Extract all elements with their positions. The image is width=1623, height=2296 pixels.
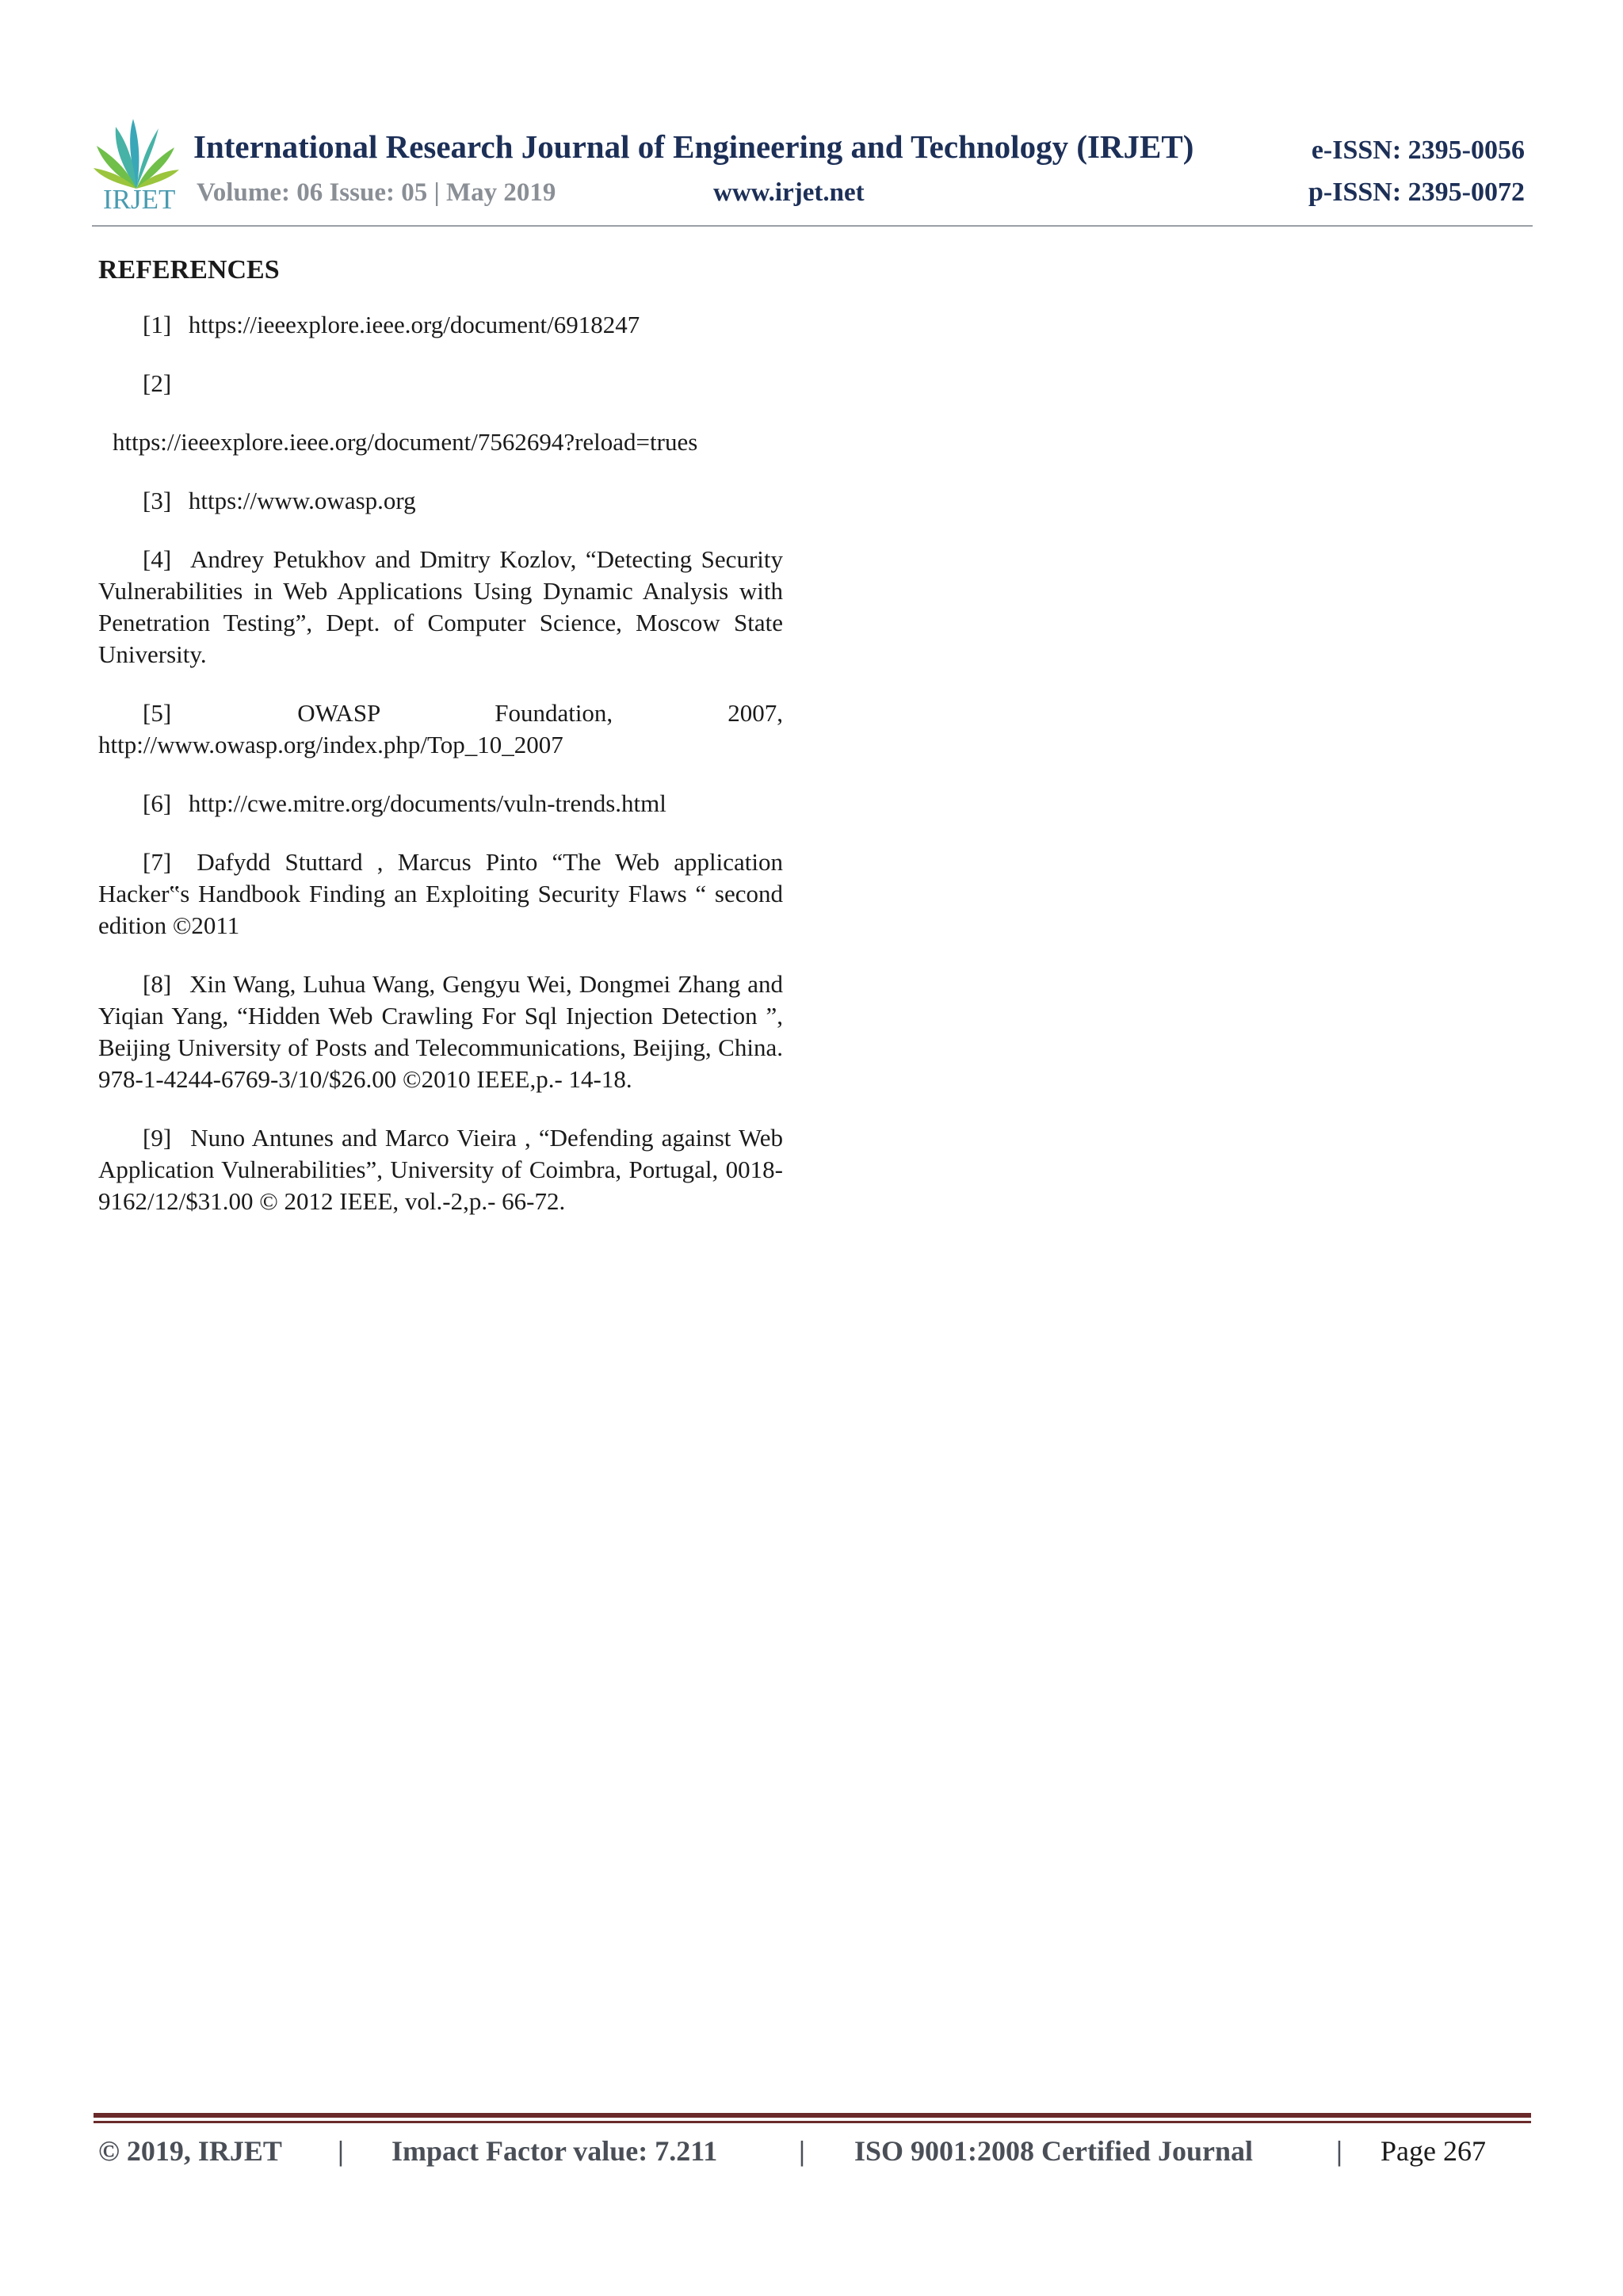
header-divider xyxy=(92,225,1533,227)
footer-divider-thin xyxy=(94,2121,1531,2123)
footer-separator: | xyxy=(799,2135,805,2167)
page-footer xyxy=(98,2129,1531,2173)
reference-number: [2] xyxy=(143,369,172,397)
reference-text: Andrey Petukhov and Dmitry Kozlov, “Detecting Security Vulnerabilities in Web Applications Using Dynamic Analysis with Penetration Testing”, Dept. of Computer Science, Moscow State University. xyxy=(98,545,783,668)
page-number: Page 267 xyxy=(1381,2135,1486,2167)
reference-item xyxy=(98,426,783,458)
reference-item xyxy=(98,846,783,942)
reference-item xyxy=(98,485,783,517)
reference-item xyxy=(98,309,783,341)
footer-separator: | xyxy=(338,2135,344,2167)
footer-impact-factor: Impact Factor value: 7.211 xyxy=(391,2135,718,2167)
reference-number: [1] xyxy=(143,311,172,338)
reference-text[interactable]: https://ieeexplore.ieee.org/document/6918247 xyxy=(188,311,640,338)
leaf-fan-icon xyxy=(92,116,181,192)
references-heading: REFERENCES xyxy=(98,255,280,285)
reference-text: Dafydd Stuttard , Marcus Pinto “The Web application Hacker‟s Handbook Finding an Exploiting Security Flaws “ second edition ©2011 xyxy=(98,848,783,939)
journal-title: International Research Journal of Engineering and Technology (IRJET) xyxy=(193,128,1194,165)
reference-number: [6] xyxy=(143,789,172,817)
e-issn: e-ISSN: 2395-0056 xyxy=(1311,136,1525,165)
reference-item xyxy=(98,968,783,1095)
footer-copyright: © 2019, IRJET xyxy=(98,2135,282,2167)
reference-item xyxy=(98,697,783,761)
reference-number: [9] xyxy=(143,1124,172,1152)
footer-separator: | xyxy=(1336,2135,1342,2167)
logo-wordmark: IRJET xyxy=(103,184,176,215)
reference-number: [5] xyxy=(143,699,172,727)
reference-text[interactable]: http://cwe.mitre.org/documents/vuln-trends.html xyxy=(188,789,666,817)
reference-item xyxy=(98,544,783,670)
reference-text: Nuno Antunes and Marco Vieira , “Defending against Web Application Vulnerabilities”, University of Coimbra, Portugal, 0018- 9162/12/$31.00 © 2012 IEEE, vol.-2,p.- 66-72. xyxy=(98,1124,784,1215)
reference-text: OWASP Foundation, 2007, http://www.owasp.org/index.php/Top_10_2007 xyxy=(98,699,783,758)
footer-iso-certification: ISO 9001:2008 Certified Journal xyxy=(854,2135,1253,2167)
reference-number: [7] xyxy=(143,848,172,876)
p-issn: p-ISSN: 2395-0072 xyxy=(1308,178,1525,207)
reference-text: Xin Wang, Luhua Wang, Gengyu Wei, Dongmei Zhang and Yiqian Yang, “Hidden Web Crawling For Sql Injection Detection ”, Beijing University of Posts and Telecommunications, Beijing, China. 978-1-4244-6769-3/10/$26.00 ©2010 IEEE,p.- 14-18. xyxy=(98,970,784,1093)
reference-item xyxy=(98,368,783,399)
reference-text[interactable]: https://ieeexplore.ieee.org/document/7562694?reload=trues xyxy=(113,428,698,456)
references-section xyxy=(98,252,783,1244)
reference-item xyxy=(98,1122,783,1217)
volume-issue: Volume: 06 Issue: 05 | May 2019 xyxy=(197,178,556,207)
page-header xyxy=(0,0,1623,238)
journal-website[interactable]: www.irjet.net xyxy=(713,178,865,207)
footer-divider xyxy=(94,2113,1531,2118)
reference-list xyxy=(98,309,783,1217)
reference-number: [3] xyxy=(143,487,172,514)
reference-text[interactable]: https://www.owasp.org xyxy=(188,487,416,514)
irjet-logo xyxy=(92,116,181,217)
reference-item xyxy=(98,788,783,819)
reference-number: [4] xyxy=(143,545,172,573)
reference-number: [8] xyxy=(143,970,172,998)
